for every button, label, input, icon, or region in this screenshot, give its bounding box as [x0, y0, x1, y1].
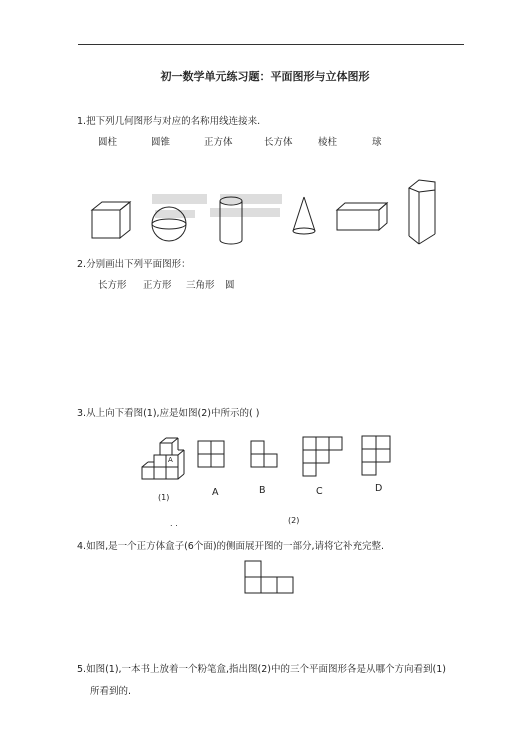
question-1-text: 1.把下列几何图形与对应的名称用线连接来. [77, 116, 261, 127]
question-2-text: 2.分别画出下列平面图形： [77, 259, 191, 270]
option-b-label: B [259, 485, 266, 496]
name-sphere: 球 [372, 137, 382, 148]
cone-solid [290, 195, 320, 240]
name-cuboid: 长方体 [264, 137, 293, 148]
option-c-label: C [316, 486, 323, 497]
top-rule [78, 44, 464, 45]
shape-circle: 圆 [225, 280, 235, 291]
figure-2-label: (2) [288, 516, 300, 525]
cuboid-solid [335, 200, 395, 235]
option-b-figure [250, 440, 280, 470]
option-d-figure [361, 435, 396, 480]
question-4-text: 4.如图,是一个正方体盒子(6个面)的侧面展开图的一部分,请将它补充完整. [77, 541, 385, 552]
option-a-figure [197, 440, 227, 470]
prism-solid [405, 178, 441, 248]
page-title: 初一数学单元练习题：平面图形与立体图形 [160, 70, 370, 83]
name-cylinder: 圆柱 [98, 137, 118, 148]
cube-face-label: A [168, 456, 173, 464]
question-5-text-line1: 5.如图(1),一本书上放着一个粉笔盒,指出图(2)中的三个平面图形各是从哪个方向看到(1) [77, 664, 446, 675]
cube-net-figure [244, 560, 304, 600]
name-cube: 正方体 [204, 137, 233, 148]
question-5-text-line2: 所看到的. [90, 686, 132, 697]
name-prism: 棱柱 [318, 137, 338, 148]
cylinder-solid [218, 196, 248, 248]
option-c-figure [302, 436, 347, 481]
question-3-text: 3.从上向下看图(1),应是如图(2)中所示的( ) [77, 408, 260, 419]
option-d-label: D [375, 483, 383, 494]
name-cone: 圆锥 [151, 137, 171, 148]
shape-square: 正方形 [143, 280, 172, 291]
stray-mark: . . [170, 519, 178, 528]
figure-1-label: (1) [158, 493, 170, 502]
shape-rectangle: 长方形 [98, 280, 127, 291]
shape-triangle: 三角形 [186, 280, 215, 291]
sphere-solid [150, 205, 190, 245]
cube-solid [90, 200, 135, 245]
option-a-label: A [212, 487, 219, 498]
